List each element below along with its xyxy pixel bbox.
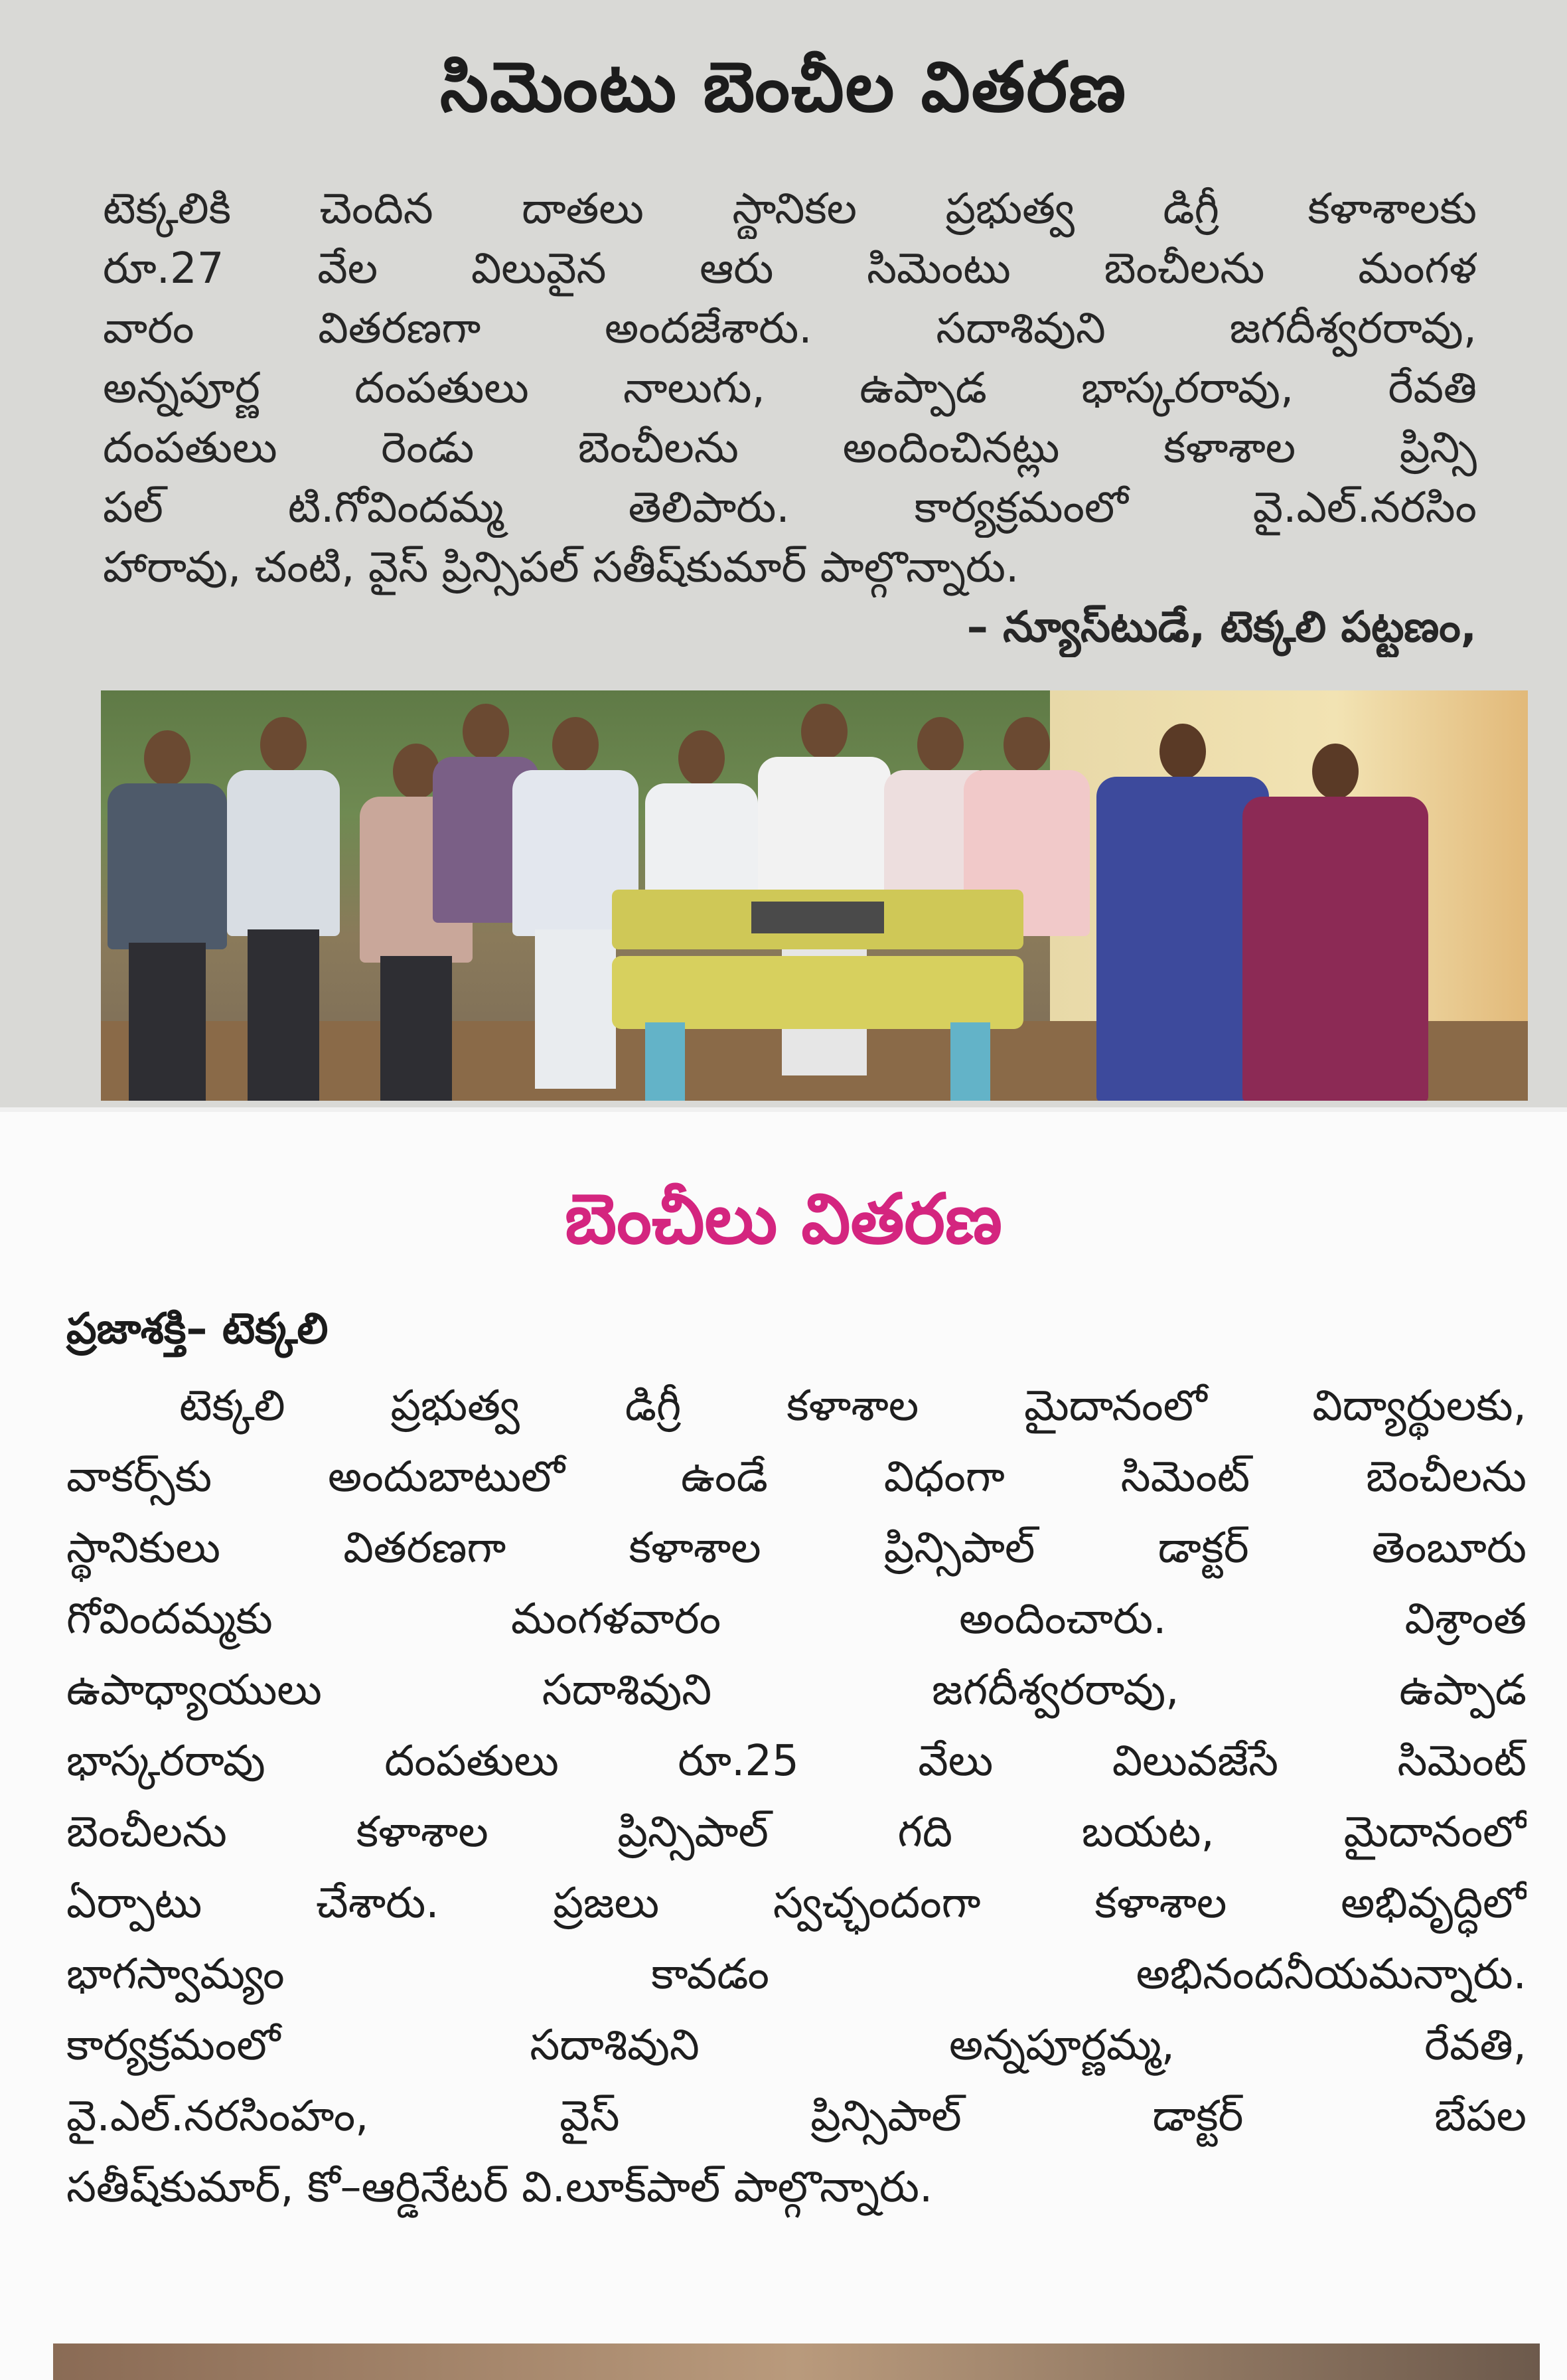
article-line: కార్యక్రమంలో సదాశివుని అన్నపూర్ణమ్మ, రేవతి, [66, 2021, 1527, 2070]
bench-leg [645, 1022, 685, 1101]
article-line: హారావు, చంటి, వైస్ ప్రిన్సిపల్ సతీష్‌కుమార్ పాల్గొన్నారు. [103, 543, 1019, 592]
bench-plaque [751, 902, 884, 933]
byline: – న్యూస్‌టుడే, టెక్కలి పట్టణం, [966, 603, 1477, 652]
article-line: భాగస్వామ్యం కావడం అభినందనీయమన్నారు. [66, 1950, 1527, 1999]
news-clipping-prajasakti [0, 1112, 1567, 2380]
article-line: ఏర్పాటు చేశారు. ప్రజలు స్వచ్ఛందంగా కళాశాల అభివృద్ధిలో [66, 1879, 1527, 1928]
person [108, 730, 227, 1101]
article-line: అన్నపూర్ణ దంపతులు నాలుగు, ఉప్పాడ భాస్కరరావు, రేవతి [103, 364, 1477, 413]
bench-leg [950, 1022, 990, 1101]
article-line: పల్ టి.గోవిందమ్మ తెలిపారు. కార్యక్రమంలో వై.ఎల్.నరసిం [103, 483, 1477, 532]
dateline: ప్రజాశక్తి– టెక్కలి [66, 1305, 329, 1354]
article-line: దంపతులు రెండు బెంచీలను అందించినట్లు కళాశాల ప్రిన్సి [103, 424, 1477, 473]
article-line: స్థానికులు వితరణగా కళాశాల ప్రిన్సిపాల్ డాక్టర్ తెంబూరు [66, 1524, 1527, 1573]
article-line: వాకర్స్‌కు అందుబాటులో ఉండే విధంగా సిమెంట్ బెంచీలను [66, 1453, 1527, 1502]
person [1242, 744, 1428, 1101]
clipping2-headline: బెంచీలు వితరణ [565, 1178, 1002, 1259]
clipping2-body [66, 1371, 1527, 2223]
article-line: బెంచీలను కళాశాల ప్రిన్సిపాల్ గది బయట, మైదానంలో [66, 1808, 1527, 1857]
article-line: వై.ఎల్.నరసింహం, వైస్ ప్రిన్సిపాల్ డాక్టర్ బేపల [66, 2092, 1527, 2141]
news-clipping-eenadu [0, 0, 1567, 1112]
article-line: వారం వితరణగా అందజేశారు. సదాశివుని జగదీశ్వరరావు, [103, 304, 1477, 353]
article-line: రూ.27 వేల విలువైన ఆరు సిమెంటు బెంచీలను మంగళ [103, 244, 1477, 293]
clipping1-headline: సిమెంటు బెంచీల వితరణ [439, 46, 1127, 127]
article-line: గోవిందమ్మకు మంగళవారం అందించారు. విశ్రాంత [66, 1595, 1527, 1644]
cropped-photo-strip [53, 2343, 1540, 2380]
clipping1-body [103, 179, 1477, 657]
article-line: భాస్కరరావు దంపతులు రూ.25 వేలు విలువజేసే సిమెంట్ [66, 1737, 1527, 1786]
article-line: సతీష్‌కుమార్, కో–ఆర్డినేటర్ వి.లూక్‌పాల్ పాల్గొన్నారు. [66, 2163, 933, 2212]
bench-seat [612, 956, 1023, 1029]
article-line: టెక్కలి ప్రభుత్వ డిగ్రీ కళాశాల మైదానంలో విద్యార్థులకు, [179, 1382, 1527, 1431]
article-line: ఉపాధ్యాయులు సదాశివుని జగదీశ్వరరావు, ఉప్పాడ [66, 1666, 1527, 1715]
person [227, 717, 340, 1101]
group-photo-with-bench [101, 690, 1528, 1101]
article-line: టెక్కలికి చెందిన దాతలు స్థానికల ప్రభుత్వ డిగ్రీ కళాశాలకు [103, 185, 1477, 234]
